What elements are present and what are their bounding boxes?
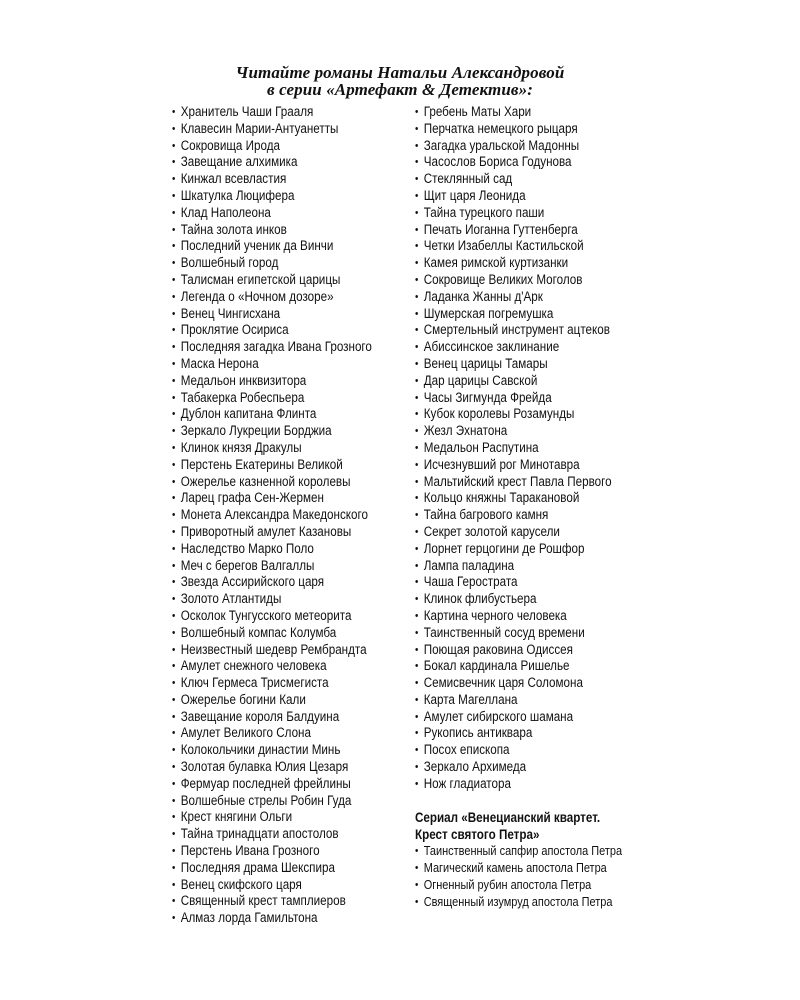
list-item	[415, 306, 659, 323]
serial-title-line-2: Крест святого Петра»	[415, 826, 540, 842]
bullet-icon: •	[172, 391, 176, 404]
right-book-list	[415, 104, 655, 793]
list-item	[172, 742, 419, 759]
serial-section	[415, 810, 715, 911]
bullet-icon: •	[415, 206, 419, 219]
list-item	[415, 440, 659, 457]
list-item	[415, 272, 659, 289]
bullet-icon: •	[172, 895, 176, 908]
list-item	[172, 221, 419, 239]
book-title: Рукопись антиквара	[423, 725, 533, 741]
book-title: Шкатулка Люцифера	[180, 187, 295, 203]
bullet-icon: •	[172, 374, 176, 387]
list-item	[172, 624, 419, 642]
list-item	[415, 289, 659, 306]
list-item	[172, 708, 419, 726]
list-item	[415, 675, 659, 692]
book-title: Волшебный город	[180, 255, 279, 271]
list-item	[415, 138, 659, 155]
book-title: Золотая булавка Юлия Цезаря	[180, 759, 349, 775]
list-item	[172, 658, 419, 675]
bullet-icon: •	[172, 677, 176, 690]
book-title: Зеркало Лукреции Борджиа	[180, 423, 332, 439]
bullet-icon: •	[172, 106, 176, 118]
list-item	[172, 154, 419, 171]
list-item	[415, 692, 659, 709]
bullet-icon: •	[172, 912, 176, 925]
book-title: Ожерелье богини Кали	[180, 691, 306, 707]
bullet-icon: •	[172, 257, 176, 270]
book-title: Меч с берегов Валгаллы	[180, 557, 315, 573]
series-heading	[0, 64, 800, 98]
heading-line-1: Читайте романы Натальи Александровой	[235, 63, 565, 82]
list-item	[415, 776, 659, 793]
bullet-icon: •	[172, 811, 176, 824]
bullet-icon: •	[415, 609, 419, 622]
bullet-icon: •	[172, 475, 176, 488]
bullet-icon: •	[415, 290, 419, 303]
bullet-icon: •	[172, 525, 176, 538]
list-item	[415, 658, 659, 675]
bullet-icon: •	[172, 509, 176, 522]
list-item	[172, 171, 419, 188]
book-title: Зеркало Архимеда	[423, 759, 527, 775]
serial-list-item	[415, 843, 676, 860]
bullet-icon: •	[172, 240, 176, 253]
list-item	[172, 607, 419, 625]
bullet-icon: •	[172, 828, 176, 841]
list-item	[415, 222, 659, 239]
book-title: Камея римской куртизанки	[423, 255, 569, 271]
bullet-icon: •	[415, 122, 419, 135]
list-item	[415, 322, 659, 339]
list-item	[415, 205, 659, 222]
book-title: Жезл Эхнатона	[423, 423, 508, 439]
list-item	[172, 473, 419, 491]
list-item	[172, 691, 419, 709]
bullet-icon: •	[415, 525, 419, 538]
bullet-icon: •	[172, 559, 176, 572]
bullet-icon: •	[172, 122, 176, 135]
book-title: Смертельный инструмент ацтеков	[423, 322, 610, 338]
book-title: Чаша Герострата	[423, 574, 518, 590]
bullet-icon: •	[415, 408, 419, 421]
list-item	[172, 725, 419, 742]
book-title: Печать Иоганна Гуттенберга	[423, 221, 578, 237]
book-title: Перстень Ивана Грозного	[180, 843, 320, 859]
book-title: Огненный рубин апостола Петра	[423, 878, 592, 892]
bullet-icon: •	[172, 643, 176, 656]
book-title: Завещание алхимика	[180, 154, 298, 170]
book-title: Дар царицы Савской	[423, 372, 538, 388]
serial-title-line-1: Сериал «Венецианский квартет.	[415, 810, 601, 825]
bullet-icon: •	[415, 660, 419, 673]
bullet-icon: •	[415, 896, 419, 908]
list-item	[172, 389, 419, 407]
book-title: Золото Атлантиды	[180, 591, 282, 607]
list-item	[172, 859, 419, 877]
bullet-icon: •	[172, 441, 176, 454]
bullet-icon: •	[415, 273, 419, 286]
bullet-icon: •	[415, 324, 419, 337]
bullet-icon: •	[172, 189, 176, 202]
list-item	[415, 558, 659, 575]
book-title: Нож гладиатора	[423, 775, 511, 791]
book-title: Исчезнувший рог Минотавра	[423, 456, 580, 472]
list-item	[172, 406, 419, 423]
list-item	[415, 742, 659, 759]
bullet-icon: •	[172, 357, 176, 370]
list-item	[415, 759, 659, 776]
bullet-icon: •	[172, 845, 176, 858]
book-title: Клавесин Марии-Антуанетты	[180, 120, 339, 136]
book-title: Священный изумруд апостола Петра	[423, 895, 613, 909]
bullet-icon: •	[415, 626, 419, 639]
list-item	[172, 372, 419, 390]
list-item	[172, 423, 419, 440]
bullet-icon: •	[415, 106, 419, 118]
serial-book-list	[415, 843, 715, 911]
list-item	[172, 490, 419, 507]
bullet-icon: •	[172, 710, 176, 723]
book-title: Щит царя Леонида	[423, 187, 526, 203]
bullet-icon: •	[415, 425, 419, 438]
list-item	[172, 104, 419, 121]
list-item	[172, 675, 419, 692]
bullet-icon: •	[415, 223, 419, 236]
book-title: Ладанка Жанны д'Арк	[423, 288, 543, 304]
list-item	[172, 523, 419, 541]
book-title: Монета Александра Македонского	[180, 507, 368, 523]
list-item	[415, 574, 659, 591]
list-item	[172, 322, 419, 339]
book-title: Легенда о «Ночном дозоре»	[180, 288, 334, 304]
bullet-icon: •	[172, 660, 176, 673]
book-title: Ключ Гермеса Трисмегиста	[180, 675, 329, 691]
bullet-icon: •	[415, 156, 419, 169]
book-title: Волшебный компас Колумба	[180, 624, 337, 640]
book-title: Крест княгини Ольги	[180, 809, 293, 825]
book-title: Венец царицы Тамары	[423, 355, 548, 371]
book-title: Алмаз лорда Гамильтона	[180, 910, 318, 926]
bullet-icon: •	[415, 509, 419, 522]
bullet-icon: •	[415, 441, 419, 454]
list-item	[415, 238, 659, 255]
bullet-icon: •	[172, 794, 176, 807]
book-title: Колокольчики династии Минь	[180, 742, 341, 758]
list-item	[172, 439, 419, 457]
bullet-icon: •	[415, 307, 419, 320]
book-title: Абиссинское заклинание	[423, 339, 560, 355]
bullet-icon: •	[172, 693, 176, 706]
book-title: Амулет Великого Слона	[180, 725, 311, 741]
book-title: Осколок Тунгусского метеорита	[180, 607, 352, 623]
book-title: Шумерская погремушка	[423, 305, 554, 321]
book-title: Секрет золотой карусели	[423, 523, 560, 539]
book-title: Перстень Екатерины Великой	[180, 456, 343, 472]
bullet-icon: •	[415, 862, 419, 874]
book-title: Тайна багрового камня	[423, 507, 549, 523]
bullet-icon: •	[415, 744, 419, 757]
serial-list-item	[415, 860, 676, 877]
bullet-icon: •	[172, 425, 176, 438]
book-title: Звезда Ассирийского царя	[180, 574, 325, 590]
list-item	[172, 120, 419, 138]
book-title: Амулет сибирского шамана	[423, 708, 574, 724]
book-title: Неизвестный шедевр Рембрандта	[180, 641, 367, 657]
list-item	[172, 238, 419, 255]
list-item	[172, 255, 419, 272]
book-title: Медальон инквизитора	[180, 372, 307, 388]
bullet-icon: •	[172, 139, 176, 152]
serial-list-item	[415, 877, 676, 894]
list-item	[415, 490, 659, 507]
list-item	[172, 507, 419, 524]
book-title: Посох епископа	[423, 742, 510, 758]
bullet-icon: •	[172, 307, 176, 320]
list-item	[172, 826, 416, 843]
book-title: Кубок королевы Розамунды	[423, 406, 575, 422]
list-item	[172, 271, 419, 289]
book-title: Тайна золота инков	[180, 221, 287, 237]
list-item	[172, 355, 419, 373]
bullet-icon: •	[415, 240, 419, 253]
bullet-icon: •	[172, 761, 176, 774]
bullet-icon: •	[415, 374, 419, 387]
bullet-icon: •	[415, 643, 419, 656]
list-item	[415, 390, 659, 407]
book-title: Гребень Маты Хари	[423, 104, 532, 119]
bullet-icon: •	[415, 542, 419, 555]
list-item	[415, 474, 659, 491]
book-title: Магический камень апостола Петра	[423, 861, 607, 875]
list-item	[172, 809, 416, 826]
book-title: Таинственный сапфир апостола Петра	[423, 844, 623, 858]
book-title: Священный крест тамплиеров	[180, 893, 346, 909]
book-title: Дублон капитана Флинта	[180, 406, 317, 422]
bullet-icon: •	[172, 542, 176, 555]
list-item	[415, 339, 659, 356]
list-item	[415, 121, 659, 138]
bullet-icon: •	[415, 257, 419, 270]
book-title: Талисман египетской царицы	[180, 271, 341, 287]
book-title: Таинственный сосуд времени	[423, 624, 585, 640]
list-item	[415, 171, 659, 188]
bullet-icon: •	[415, 391, 419, 404]
bullet-icon: •	[415, 189, 419, 202]
book-title: Проклятие Осириса	[180, 322, 289, 338]
book-title: Бокал кардинала Ришелье	[423, 658, 570, 674]
bullet-icon: •	[415, 139, 419, 152]
bullet-icon: •	[172, 878, 176, 891]
list-item	[415, 154, 659, 171]
list-item	[415, 188, 659, 205]
list-item	[415, 725, 659, 742]
book-title: Мальтийский крест Павла Первого	[423, 473, 612, 489]
list-item	[172, 339, 419, 356]
bullet-icon: •	[415, 576, 419, 589]
book-title: Ожерелье казненной королевы	[180, 473, 351, 489]
bullet-icon: •	[172, 593, 176, 606]
list-item	[415, 406, 659, 423]
list-item	[415, 423, 659, 440]
book-title: Венец скифского царя	[180, 876, 302, 892]
book-title: Фермуар последней фрейлины	[180, 775, 351, 791]
book-title: Кольцо княжны Таракановой	[423, 490, 580, 506]
list-item	[415, 709, 659, 726]
list-item	[172, 204, 419, 222]
list-item	[415, 642, 659, 659]
left-book-list	[172, 104, 412, 927]
book-title: Лорнет герцогини де Рошфор	[423, 540, 585, 556]
bullet-icon: •	[415, 693, 419, 706]
list-item	[172, 557, 419, 575]
list-item	[172, 775, 419, 793]
book-title: Хранитель Чаши Грааля	[180, 104, 314, 119]
book-title: Табакерка Робеспьера	[180, 389, 305, 405]
heading-line-2: в серии «Артефакт & Детектив»:	[267, 80, 533, 99]
book-title: Тайна турецкого паши	[423, 204, 545, 220]
list-item	[415, 625, 659, 642]
list-item	[415, 524, 659, 541]
book-title: Поющая раковина Одиссея	[423, 641, 573, 657]
list-item	[172, 540, 419, 558]
list-item	[415, 591, 659, 608]
book-title: Сокровища Ирода	[180, 137, 281, 153]
bullet-icon: •	[415, 677, 419, 690]
bullet-icon: •	[415, 341, 419, 354]
bullet-icon: •	[172, 290, 176, 303]
bullet-icon: •	[172, 408, 176, 421]
book-title: Кинжал всевластия	[180, 171, 287, 187]
bullet-icon: •	[172, 626, 176, 639]
list-item	[172, 893, 419, 910]
bullet-icon: •	[172, 156, 176, 169]
list-item	[172, 641, 419, 659]
list-item	[415, 608, 659, 625]
bullet-icon: •	[415, 173, 419, 186]
list-item	[172, 137, 419, 155]
list-item	[172, 305, 419, 323]
bullet-icon: •	[172, 727, 176, 740]
bullet-icon: •	[172, 744, 176, 757]
book-title: Приворотный амулет Казановы	[180, 523, 352, 539]
list-item	[172, 456, 419, 474]
list-item	[415, 255, 659, 272]
book-title: Волшебные стрелы Робин Гуда	[180, 792, 352, 808]
bullet-icon: •	[172, 341, 176, 354]
bullet-icon: •	[415, 710, 419, 723]
book-title: Семисвечник царя Соломона	[423, 675, 583, 691]
bullet-icon: •	[415, 761, 419, 774]
list-item	[172, 876, 419, 894]
bullet-icon: •	[415, 593, 419, 606]
book-title: Тайна тринадцати апостолов	[180, 826, 339, 842]
bullet-icon: •	[415, 492, 419, 505]
book-title: Часослов Бориса Годунова	[423, 154, 572, 170]
book-title: Лампа паладина	[423, 557, 515, 573]
list-item	[172, 759, 419, 776]
bullet-icon: •	[172, 173, 176, 186]
list-item	[172, 793, 416, 810]
serial-list-item	[415, 894, 676, 911]
bullet-icon: •	[172, 576, 176, 589]
bullet-icon: •	[415, 357, 419, 370]
bullet-icon: •	[172, 273, 176, 286]
list-item	[172, 591, 419, 608]
book-title: Последняя загадка Ивана Грозного	[180, 339, 372, 355]
book-title: Маска Нерона	[180, 355, 259, 371]
list-item	[415, 457, 659, 474]
list-item	[172, 187, 419, 205]
book-title: Загадка уральской Мадонны	[423, 137, 580, 153]
list-item	[415, 356, 659, 373]
bullet-icon: •	[415, 879, 419, 891]
bullet-icon: •	[415, 559, 419, 572]
book-title: Карта Магеллана	[423, 691, 518, 707]
bullet-icon: •	[172, 492, 176, 505]
book-title: Часы Зигмунда Фрейда	[423, 389, 552, 405]
bullet-icon: •	[415, 458, 419, 471]
book-title: Наследство Марко Поло	[180, 540, 314, 556]
bullet-icon: •	[172, 777, 176, 790]
bullet-icon: •	[415, 727, 419, 740]
book-title: Картина черного человека	[423, 607, 567, 623]
book-title: Медальон Распутина	[423, 439, 539, 455]
book-title: Завещание короля Балдуина	[180, 708, 340, 724]
book-title: Клинок флибустьера	[423, 591, 537, 607]
book-title: Клинок князя Дракулы	[180, 439, 302, 455]
book-title: Амулет снежного человека	[180, 658, 327, 674]
book-title: Ларец графа Сен-Жермен	[180, 490, 324, 506]
bullet-icon: •	[172, 223, 176, 236]
book-title: Перчатка немецкого рыцаря	[423, 120, 578, 136]
book-title: Последний ученик да Винчи	[180, 238, 334, 254]
book-title: Клад Наполеона	[180, 204, 271, 220]
list-item	[415, 104, 659, 121]
bullet-icon: •	[415, 475, 419, 488]
bullet-icon: •	[172, 324, 176, 337]
list-item	[415, 507, 659, 524]
list-item	[172, 288, 419, 306]
bullet-icon: •	[172, 206, 176, 219]
book-title: Стеклянный сад	[423, 171, 513, 187]
list-item	[172, 910, 416, 927]
list-item	[172, 843, 419, 860]
bullet-icon: •	[172, 609, 176, 622]
list-item	[415, 541, 659, 558]
list-item	[415, 373, 659, 390]
list-item	[172, 574, 419, 591]
bullet-icon: •	[415, 777, 419, 790]
bullet-icon: •	[172, 861, 176, 874]
book-title: Венец Чингисхана	[180, 305, 281, 321]
bullet-icon: •	[415, 845, 419, 857]
book-title: Сокровище Великих Моголов	[423, 271, 583, 287]
bullet-icon: •	[172, 458, 176, 471]
book-title: Четки Изабеллы Кастильской	[423, 238, 584, 254]
book-title: Последняя драма Шекспира	[180, 859, 335, 875]
